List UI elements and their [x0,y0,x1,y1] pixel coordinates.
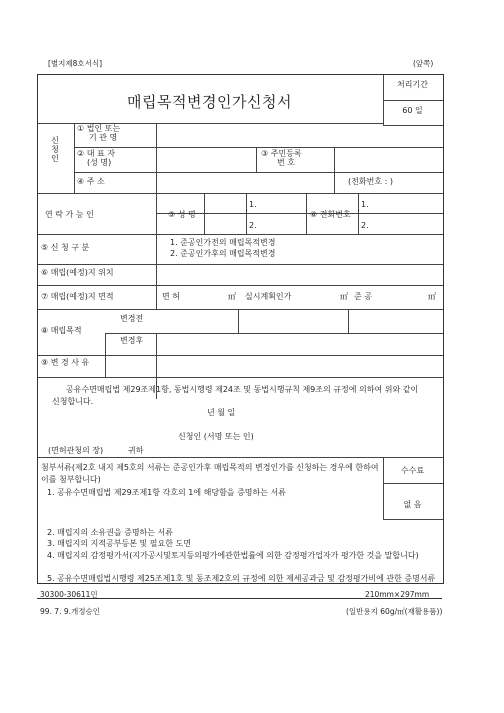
completion-area-unit: ㎡ [428,292,436,301]
attachment-item-4: 4. 매립지의 감정평가서(지가공시및토지등의평가에관한법률에 의한 감정평가업자가 평가한 것을 말합니다) [47,551,419,560]
completion-area-label: 준 공 [354,292,372,301]
statement-text: 공유수면매립법 제29조제1항, 동법시행령 제24조 및 동법시행규칙 제9조의 규정에 의하여 위와 같이 신청합니다. [52,385,419,406]
form-title: 매립목적변경인가신청서 [127,93,292,111]
attachments-intro: 첨부서류(제2호 내지 제5호의 서류는 준공인가후 매립목적의 변경인가를 신청하는 경우에 한하여 이를 첨부합니다) [41,463,379,484]
processing-period-value: 60 일 [402,106,423,115]
contact-phone-row-2: 2. [361,221,369,230]
processing-mid-line [384,100,443,101]
processing-bottom-line [383,125,443,126]
corp-name-label: ① 법인 또는 기 관 명 [77,124,121,143]
purpose-before-label: 변경전 [120,314,144,323]
contact-phone-row-1: 1. [361,200,369,209]
change-reason-label: ⑨ 변 경 사 유 [41,358,90,367]
applicant-section-label: 신 청 인 [51,136,59,164]
contact-name-label: ⑤ 성 명 [168,210,196,219]
plan-area-label: 실시계획인가 [245,292,292,301]
recipient-suffix: 귀하 [128,446,144,455]
recipient-label: (면허관청의 장) [48,446,104,455]
address-phone-label: (전화번호 : ) [348,177,393,186]
paper-size: 210mm×297mm [365,590,430,599]
applicant-signature-line: 신청인 (서명 또는 인) [178,432,254,441]
form-number: [별지제8호서식] [48,59,103,68]
fee-label: 수수료 [400,466,425,475]
attachment-item-1: 1. 공유수면매립법 제29조제1항 각호의 1에 해당함을 증명하는 서류 [47,488,286,497]
paper-spec: (일반용지 60g/㎡(재활용품)) [346,607,443,616]
page-side-label: (앞쪽) [413,59,434,68]
contact-name-row-1: 1. [249,200,257,209]
form-code: 30300-30611민 [40,590,98,599]
attachment-item-5: 5. 공유수면매립법시행령 제25조제1호 및 동조제2호의 규정에 의한 제세공과금 및 감정평가비에 관한 증명서류 [47,574,436,583]
attachment-item-3: 3. 매립지의 지적공부등본 및 필요한 도면 [47,539,191,548]
application-type-option-2: 2. 준공인가후의 매립목적변경 [170,249,276,258]
resident-number-label: ③ 주민등록 번 호 [261,149,302,168]
purpose-label: ⑧ 매립목적 [41,326,82,335]
statement-date: 년 월 일 [207,408,236,417]
application-type-label: ⑤ 신 청 구 분 [41,243,90,252]
representative-label: ② 대 표 자 (성 명) [77,149,115,168]
location-label: ⑥ 매립(예정)지 위치 [41,268,114,277]
contact-name-row-2: 2. [249,221,257,230]
processing-period-label: 처리기간 [397,80,428,89]
contact-person-label: 연 락 가 능 인 [45,210,94,219]
area-label: ⑦ 매립(예정)지 면적 [41,292,114,301]
plan-area-unit: ㎡ [340,292,348,301]
revision-approval: 99. 7. 9.개정승인 [40,607,100,616]
purpose-after-label: 변경후 [120,336,144,345]
license-area-label: 면 허 [162,292,180,301]
license-area-unit: ㎡ [228,292,236,301]
address-label: ④ 주 소 [77,177,105,186]
attachment-item-2: 2. 매립지의 소유권을 증명하는 서류 [47,528,173,537]
contact-phone-label: ⑥ 전화번호 [310,210,351,219]
application-type-option-1: 1. 준공인가전의 매립목적변경 [170,238,276,247]
fee-value: 없 음 [403,500,422,509]
